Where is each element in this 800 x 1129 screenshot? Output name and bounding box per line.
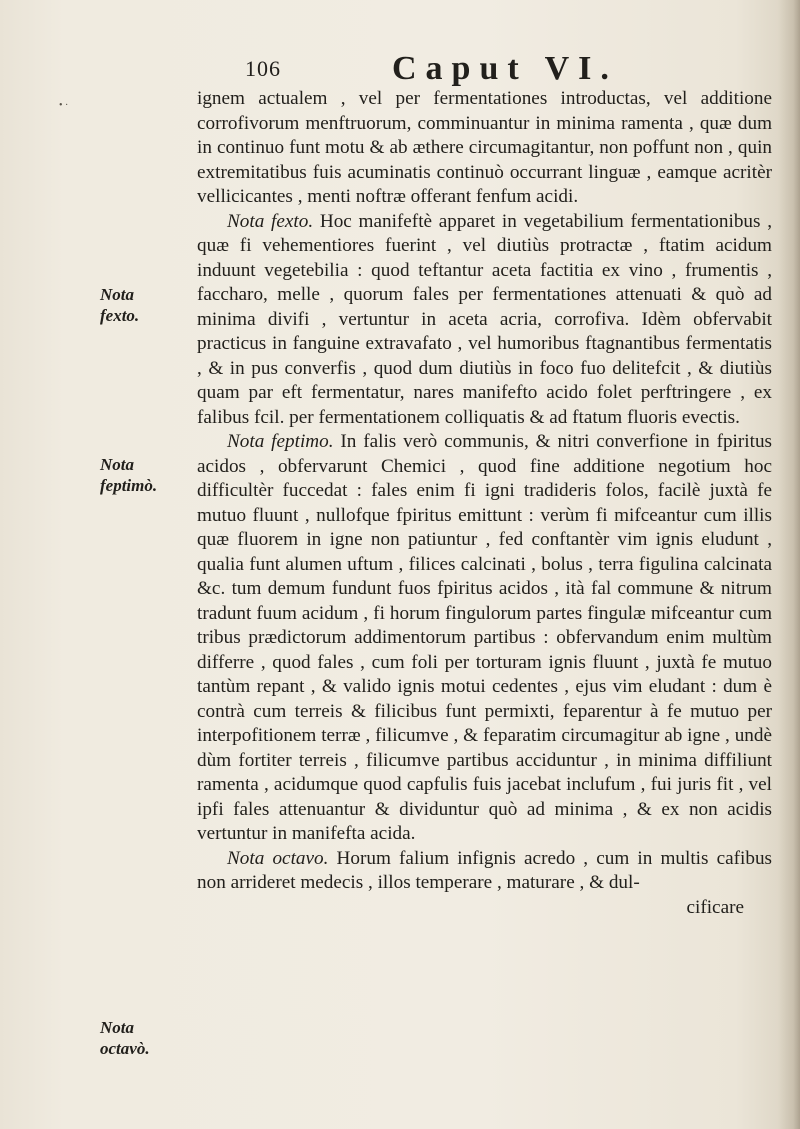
paragraph-body: In falis verò communis, & nitri converfione in fpiritus acidos , obfervarunt Chemici , quod fine additione negotium hoc difficultèr fuccedat : fales enim fi igni tradideris folos, facilè juxtà fe mutuo fluunt , nullofque fpiritus emittunt : verùm fi mifceantur cum illis quæ fluorem in igne non patiuntur , fed conftantèr vim ignis eludunt , qualia funt alumen uftum , filices calcinati , bolus , terra figulina calcinata &c. tum demum fundunt fuos fpiritus acidos , ità fal commune & nitrum tradunt fuum acidum , fi horum fingulorum partes fingulæ mifceantur cum tribus prædictorum addimentorum partibus : obfervandum enim multùm differre , quod fales , cum foli per torturam ignis fluunt , juxtà fe mutuo tantùm repant , & valido ignis motui cedentes , ejus vim eludant : dum è contrà cum terreis & filicibus funt permixti, feparentur à fe mutuo per interpofitionem terræ , filicumve , & feparatim circumagitur ab igne , undè dùm fortiter terreis , filicumve partibus acciduntur , in minima diffiliunt ramenta , acidumque quod capfulis fuis jacebat inclufum , fui juris fit , vel ipfi fales attenuantur & dividuntur quò ad minima , & ex non acidis vertuntur in manifefta acida. (197, 431, 772, 844)
margin-note-septimo (100, 454, 180, 496)
margin-note-octavo (100, 1017, 180, 1059)
page-edge-shadow (778, 0, 800, 1129)
margin-note-ordinal: octavò. (100, 1039, 150, 1058)
paragraph-body: Hoc manifeftè apparet in vegetabilium fermentationibus , quæ fi vehementiores fuerint , vel diutiùs protractæ , ftatim acidum induunt vegetebilia : quod teftantur aceta factitia ex vino , frumentis , faccharo, melle , quorum fales per fermentationes attenuati & quò ad minima divifi , vertuntur in aceta acria, corrofiva. Idèm obfervabit practicus in fanguine extravafato , vel humoribus ftagnantibus fermentatis , & in pus converfis , quod dum diutiùs in foco fuo delitefcit , & diutiùs quam par eft fermentatur, nares manifefto acido folet perftringere , ex falibus fcil. per fermentationem colliquatis & ad ftatum fluoris evectis. (197, 210, 772, 428)
margin-note-label: Nota (100, 285, 134, 304)
margin-note-label: Nota (100, 1018, 134, 1037)
chapter-title: Caput VI. (392, 50, 618, 87)
paragraph-lead: Nota octavo. (227, 847, 329, 869)
margin-note-sexto (100, 284, 180, 326)
running-header (245, 50, 665, 90)
page-number: 106 (245, 56, 281, 81)
margin-note-ordinal: feptimò. (100, 476, 158, 495)
paragraph-body: Horum falium infignis acredo , cum in multis cafibus non arrideret medecis , illos temperare , maturare , & dul- (197, 847, 773, 893)
stray-mark: • · (59, 100, 69, 111)
margin-note-ordinal: fexto. (100, 306, 140, 325)
paragraph-nota-octavo (197, 847, 772, 896)
paragraph-nota-septimo (197, 430, 772, 847)
paragraph-nota-sexto (197, 210, 772, 431)
paragraph-lead: Nota feptimo. (227, 431, 334, 452)
paragraph-continuation: ignem actualem , vel per fermentationes introductas, vel additione corrofivorum menftruorum, comminuantur in minima ramenta , quæ dum in continuo funt motu & ab æthere circumagitantur, non poffunt non , quin extremitatibus fuis acuminatis continuò occurrant linguæ , eamque acritèr vellicicantes , menti noftræ offerant fenfum acidi. (197, 88, 772, 207)
catchword: cificare (686, 896, 744, 918)
main-text-block (197, 87, 772, 920)
paragraph-lead: Nota fexto. (227, 210, 314, 232)
margin-note-label: Nota (100, 455, 134, 474)
